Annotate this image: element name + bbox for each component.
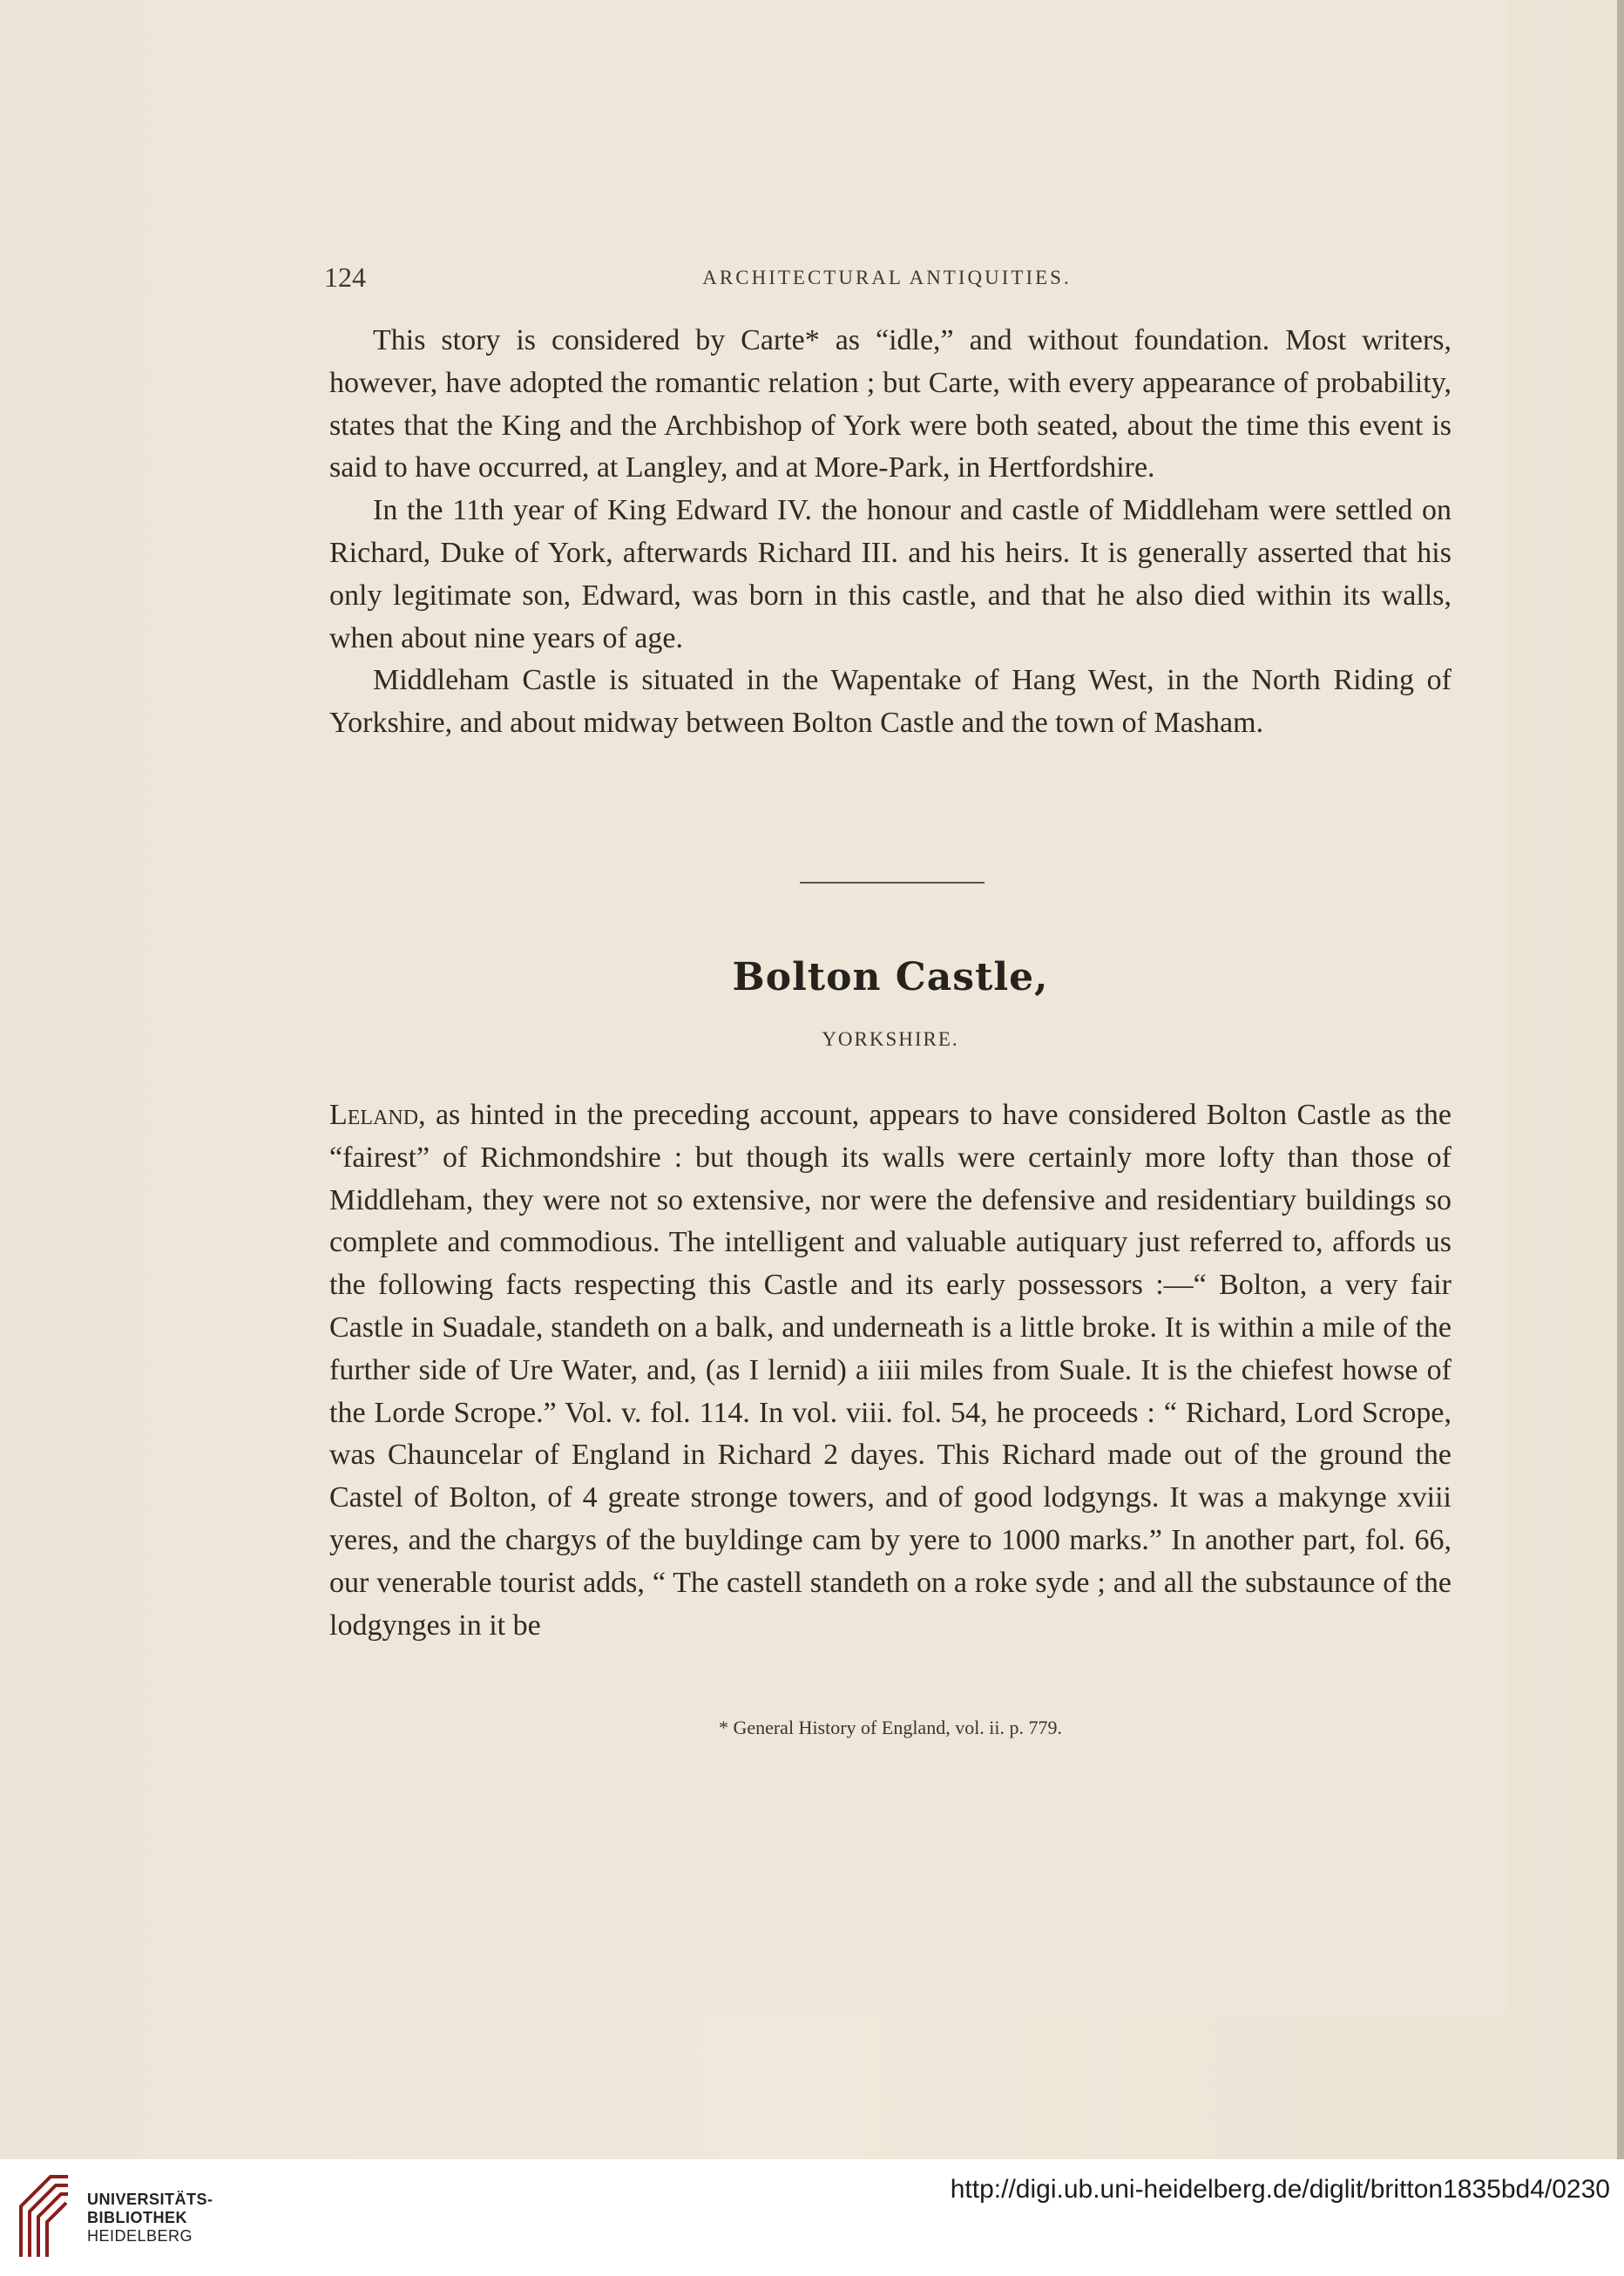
running-title: ARCHITECTURAL ANTIQUITIES.: [702, 267, 1072, 288]
paragraph-middleham: Middleham Castle is situated in the Wapentake of Hang West, in the North Riding of Yorkshire, and about midway between Bolton Castle and the town of Masham.: [329, 664, 1451, 740]
library-name-line1: UNIVERSITÄTS-: [87, 2191, 213, 2208]
library-name: [87, 2191, 213, 2246]
running-head: [324, 261, 1450, 303]
paragraph-leland: [329, 1094, 1451, 1647]
page-edge: [1617, 0, 1624, 2159]
paragraph-edward: In the 11th year of King Edward IV. the honour and castle of Middleham were settled on Richard, Duke of York, afterwards Richard III. and his heirs. It is generally asserted that his only legitimate son, Edward, was born in this castle, and that he also died within its walls, when about nine years of age.: [329, 494, 1451, 654]
body-text-top: [329, 320, 1451, 745]
section-divider: [800, 882, 985, 884]
lead-word: Leland,: [329, 1099, 426, 1131]
paragraph-carte: This story is considered by Carte* as “idle,” and without foundation. Most writers, however, have adopted the romantic relation ; but Carte, with every appearance of probability, states that the King and the Archbishop of York were both seated, about the time this event is said to have occurred, at Langley, and at More-Park, in Hertfordshire.: [329, 324, 1451, 484]
paragraph-leland-text: as hinted in the preceding account, appears to have considered Bolton Castle as the “fairest” of Richmondshire : but though its walls were certainly more lofty than those of Middleham, they were not so extensive, nor were the defensive and residentiary buildings so complete and commodious. The intelligent and valuable autiquary just referred to, affords us the following facts respecting this Castle and its early possessors :—“ Bolton, a very fair Castle in Suadale, standeth on a balk, and underneath is a little broke. It is within a mile of the further side of Ure Water, and, (as I lernid) a iiii miles from Suale. It is the chiefest howse of the Lorde Scrope.” Vol. v. fol. 114. In vol. viii. fol. 54, he proceeds : “ Richard, Lord Scrope, was Chauncelar of England in Richard 2 dayes. This Richard made out of the ground the Castel of Bolton, of 4 greate stronge towers, and of good lodgyngs. It was a makynge xviii yeres, and the chargys of the buyldinge cam by yere to 1000 marks.” In another part, fol. 66, our venerable tourist adds, “ The castell standeth on a roke syde ; and all the substaunce of the lodgynges in it be: [329, 1099, 1451, 1642]
page-number: 124: [324, 261, 366, 293]
section-title: Bolton Castle,: [732, 955, 1049, 999]
library-logo-icon: [16, 2171, 73, 2262]
section-subtitle: YORKSHIRE.: [822, 1028, 959, 1050]
body-text-bolton: [329, 1094, 1451, 1647]
library-name-line2: BIBLIOTHEK: [87, 2209, 187, 2226]
library-name-line3: HEIDELBERG: [87, 2227, 193, 2245]
footer-bar: [0, 2159, 1624, 2276]
footnote: * General History of England, vol. ii. p. 779.: [718, 1717, 1063, 1738]
source-url[interactable]: http://digi.ub.uni-heidelberg.de/diglit/britton1835bd4/0230: [950, 2175, 1610, 2204]
